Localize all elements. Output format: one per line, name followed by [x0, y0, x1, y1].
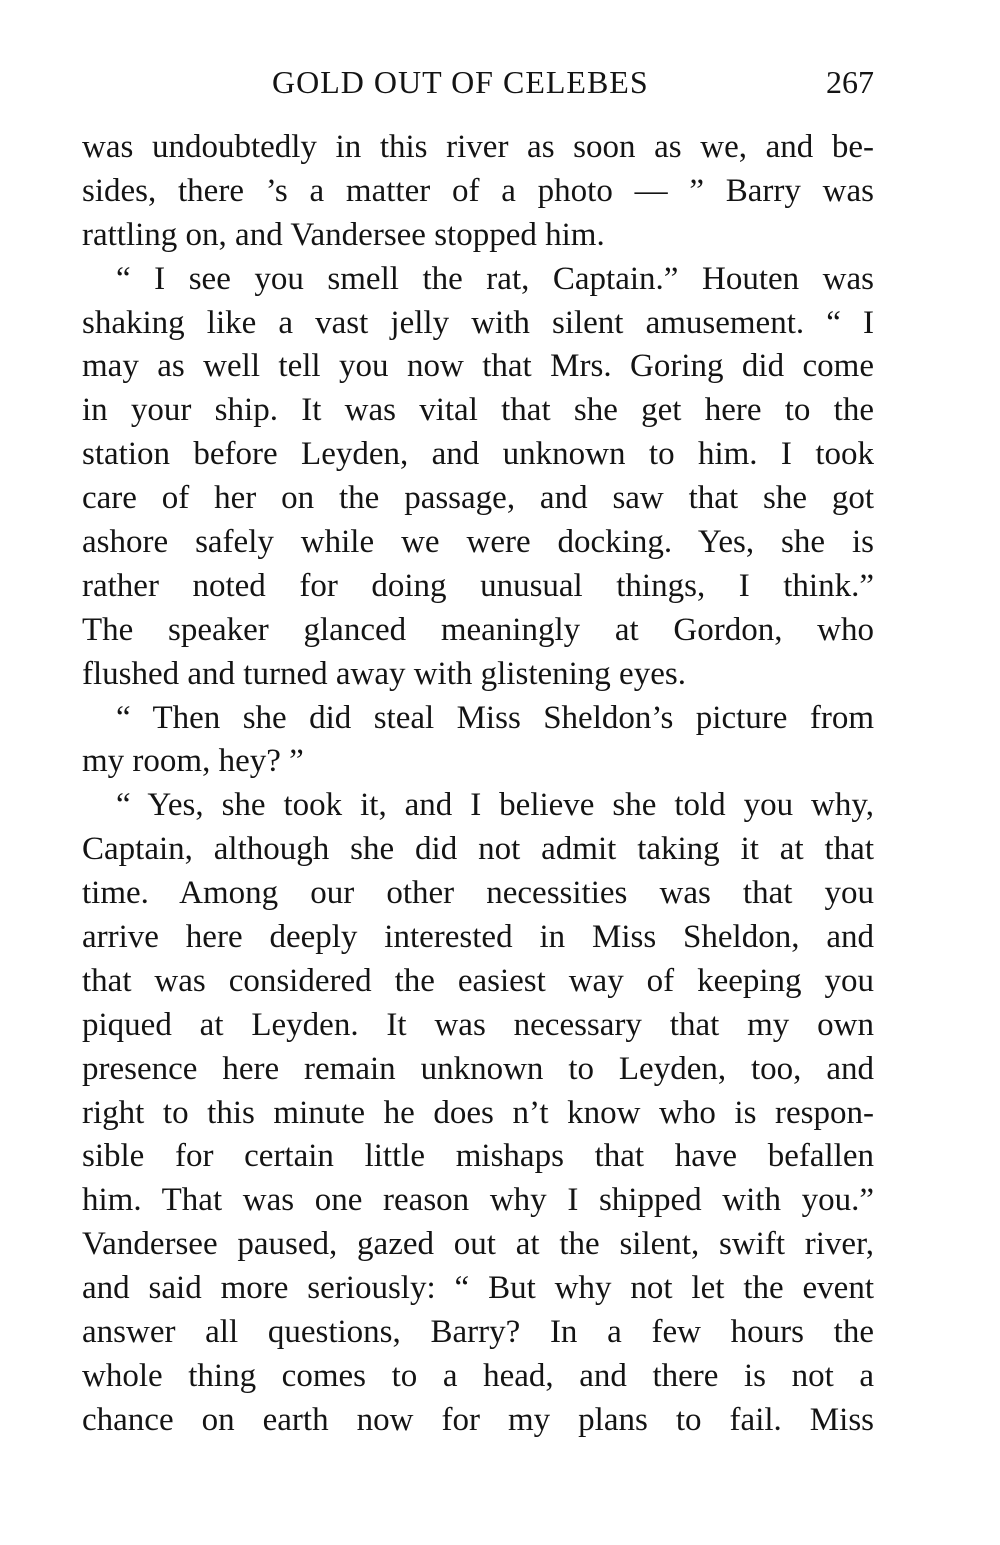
text-line: time. Among our other necessities was that you	[82, 875, 874, 912]
text-line: Vandersee paused, gazed out at the silent, swift river,	[82, 1226, 874, 1263]
text-line: ashore safely while we were docking. Yes, she is	[82, 524, 874, 561]
body-text	[82, 126, 874, 1443]
text-line: “ Yes, she took it, and I believe she told you why,	[116, 787, 874, 824]
text-line: and said more seriously: “ But why not let the event	[82, 1270, 874, 1307]
text-line: sible for certain little mishaps that have befallen	[82, 1138, 874, 1175]
running-head	[82, 60, 874, 104]
text-line: may as well tell you now that Mrs. Goring did come	[82, 348, 874, 385]
text-line: right to this minute he does n’t know who is respon-	[82, 1094, 874, 1131]
text-line: that was considered the easiest way of keeping you	[82, 962, 874, 999]
text-line: rather noted for doing unusual things, I think.”	[82, 567, 874, 604]
text-line: sides, there ’s a matter of a photo — ” Barry was	[82, 172, 874, 209]
text-line: shaking like a vast jelly with silent amusement. “ I	[82, 304, 874, 341]
header-title: GOLD OUT OF CELEBES	[272, 64, 649, 100]
text-line: station before Leyden, and unknown to him. I took	[82, 436, 874, 473]
text-line: chance on earth now for my plans to fail. Miss	[82, 1401, 874, 1438]
text-line: “ Then she did steal Miss Sheldon’s picture from	[116, 699, 874, 736]
page-number: 267	[826, 64, 874, 100]
text-line: care of her on the passage, and saw that she got	[82, 480, 874, 517]
text-line: rattling on, and Vandersee stopped him.	[82, 216, 605, 253]
text-line: in your ship. It was vital that she get here to the	[82, 392, 874, 429]
text-line: answer all questions, Barry? In a few hours the	[82, 1314, 874, 1351]
text-line: presence here remain unknown to Leyden, too, and	[82, 1050, 874, 1087]
text-line: arrive here deeply interested in Miss Sheldon, and	[82, 919, 874, 956]
text-line: flushed and turned away with glistening eyes.	[82, 655, 686, 692]
text-line: Captain, although she did not admit taking it at that	[82, 831, 874, 868]
text-line: piqued at Leyden. It was necessary that my own	[82, 1006, 874, 1043]
text-line: whole thing comes to a head, and there is not a	[82, 1357, 874, 1394]
text-line: my room, hey? ”	[82, 743, 304, 780]
text-line: “ I see you smell the rat, Captain.” Houten was	[116, 260, 874, 297]
text-line: him. That was one reason why I shipped with you.”	[82, 1182, 874, 1219]
text-line: was undoubtedly in this river as soon as we, and be-	[82, 129, 874, 165]
text-line: The speaker glanced meaningly at Gordon, who	[82, 611, 874, 648]
